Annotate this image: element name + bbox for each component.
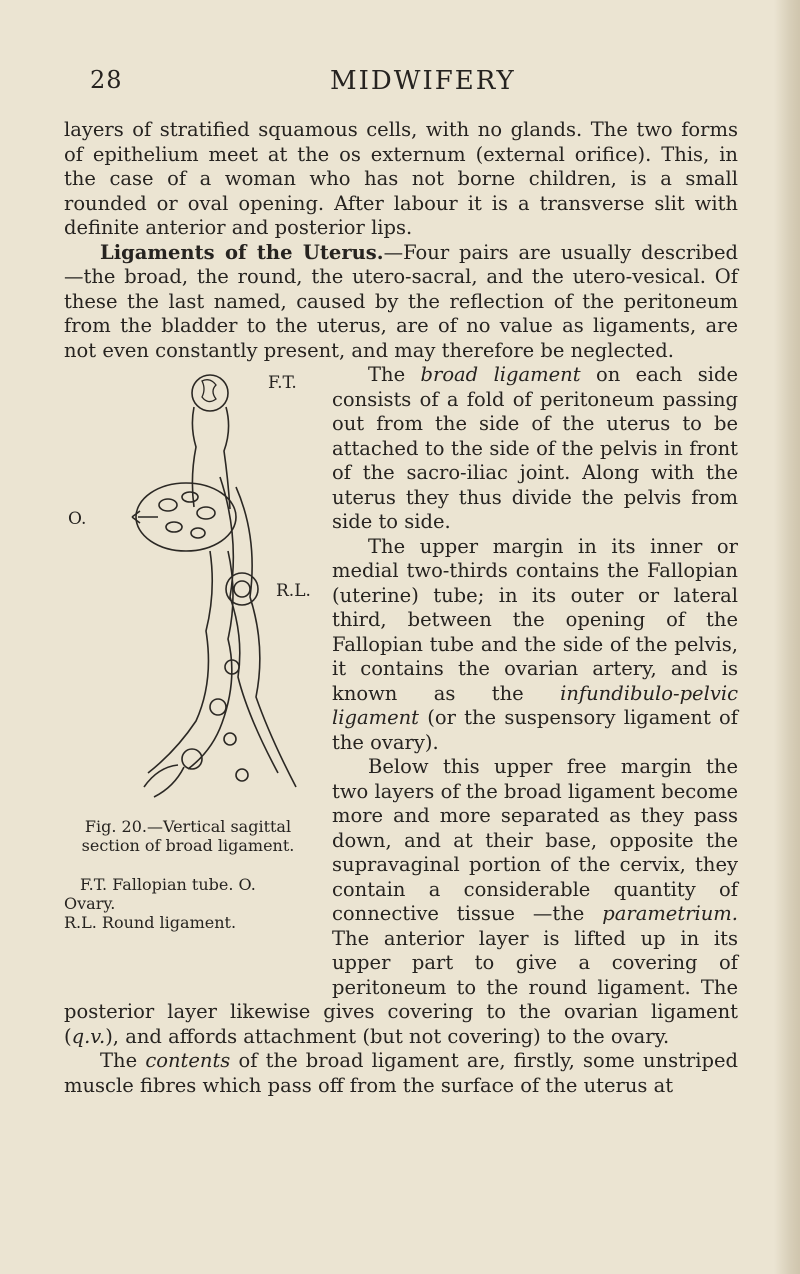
text-run: The xyxy=(100,1049,146,1072)
label-ovary: O. xyxy=(68,509,87,529)
page-number: 28 xyxy=(90,66,123,94)
section-heading: Ligaments of the Uterus. xyxy=(100,240,384,264)
term-broad-ligament: broad ligament xyxy=(420,363,581,386)
text-run: The upper margin in its inner or medial two-thirds contains the Fallopian (uterine) tube; in its outer or lateral third, between the opening of the Fallopian tube and the side of the pelvis, it contains the ovarian artery, and is known as the xyxy=(332,534,738,705)
page-edge xyxy=(774,0,800,1274)
text-run: The anterior layer is lifted up in its upper part to give a covering of peritoneum to the round ligament. The posterior layer likewise gives covering to the ovarian ligament ( xyxy=(64,926,738,1048)
label-round-ligament: R.L. xyxy=(276,581,311,601)
paragraph-ligaments xyxy=(64,241,738,364)
legend-fallopian-tube: F.T. Fallopian tube. xyxy=(80,875,234,894)
term-qv: q.v. xyxy=(71,1024,106,1048)
term-infundibulo-pelvic: infundibulo-pelvic ligament xyxy=(332,681,738,729)
paragraph-1: layers of stratified squamous cells, with no glands. The two forms of epithelium meet at the os externum (external orifice). This, in the case of a woman who has not borne children, is a small rounded or oval opening. After labour it is a transverse slit with definite anterior and posterior lips. xyxy=(64,118,738,239)
term-contents: contents xyxy=(145,1049,231,1072)
figure-legend xyxy=(64,875,312,932)
figure-20 xyxy=(64,367,314,991)
paragraph-contents xyxy=(64,1049,738,1098)
text-run: on each side consists of a fold of peritoneum passing out from the side of the uterus to be attached to the side of the pelvis in front of the sacro-iliac joint. Along with the uterus they thus divide the pelvis from side to side. xyxy=(332,363,738,533)
paragraph-2-text: —Four pairs are usually described —the broad, the round, the utero-sacral, and the utero-vesical. Of these the last named, caused by the reflection of the peritoneum from the bladder to the uterus, are of no value as ligaments, are not even constantly present, and may therefore be neglected. xyxy=(64,240,738,362)
term-parametrium: parametrium. xyxy=(602,902,738,925)
text-run: Below this upper free margin the two layers of the broad ligament become more and more separated as they pass down, and at their base, opposite the supravaginal portion of the cervix, they contain a considerable quantity of connective tissue —the xyxy=(332,755,738,925)
legend-round-ligament: R.L. Round ligament. xyxy=(64,913,237,932)
text-run: (or the suspensory ligament of the ovary). xyxy=(332,706,738,754)
text-run: of the broad ligament are, firstly, some unstriped muscle fibres which pass off from the surface of the uterus at xyxy=(64,1049,738,1097)
page-header xyxy=(0,66,800,106)
label-fallopian-tube: F.T. xyxy=(268,373,297,393)
legend-ovary: O. Ovary. xyxy=(64,875,256,913)
text-run: ), and affords attachment (but not covering) to the ovary. xyxy=(105,1024,670,1048)
figure-caption: Fig. 20.—Vertical sagittal section of broad ligament. xyxy=(81,817,295,855)
text-run: The xyxy=(368,363,421,386)
running-head: MIDWIFERY xyxy=(330,66,516,96)
body-text xyxy=(64,118,738,1098)
